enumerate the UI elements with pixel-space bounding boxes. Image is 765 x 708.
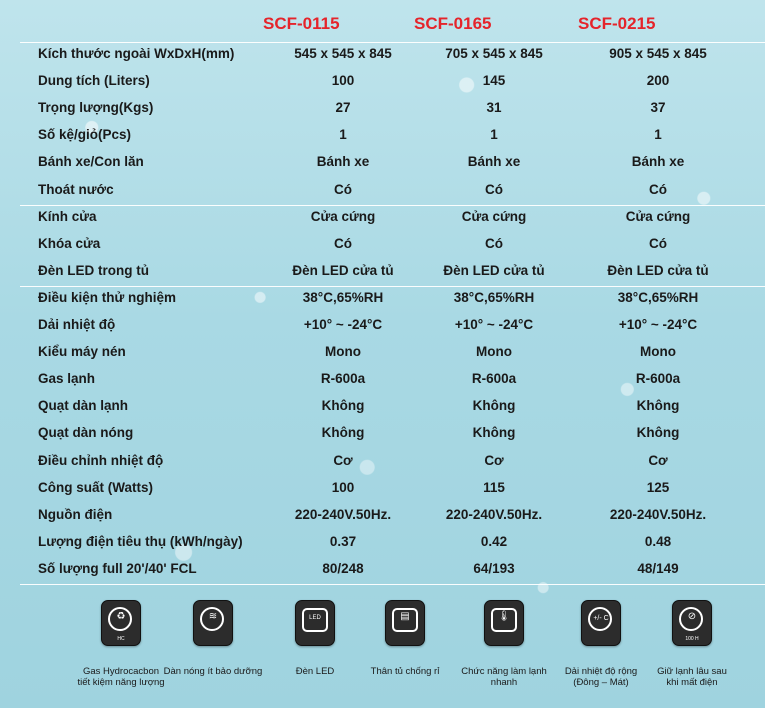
spec-value: 220-240V.50Hz. [294,506,392,522]
spec-value: Cửa cứng [625,208,691,224]
row-separator [20,584,765,585]
spec-value: Bánh xe [467,154,521,170]
spec-row [0,313,765,340]
feature-caption: Thân tủ chống rỉ [370,666,440,677]
spec-row [0,286,765,313]
spec-value: Không [321,425,365,441]
spec-value: 545 x 545 x 845 [294,46,392,61]
spec-value: Có [485,235,503,251]
feature-power-off [637,600,747,688]
spec-value: Mono [640,344,676,360]
spec-value: R-600a [471,371,517,387]
spec-value: Không [636,425,680,441]
spec-value: 100 [331,479,355,495]
feature-fast-cooling [449,600,559,688]
spec-label: Kính cửa [38,208,97,224]
spec-value: Đèn LED cửa tủ [443,262,545,278]
feature-caption: Dàn nóng ít bảo dưỡng [163,666,263,677]
spec-value: 1 [654,127,662,143]
spec-value: 705 x 545 x 845 [445,46,543,61]
spec-row [0,123,765,150]
feature-caption: Chức năng làm lạnh nhanh [461,666,547,688]
spec-label: Điều chỉnh nhiệt độ [38,452,164,468]
spec-label: Điều kiện thử nghiệm [38,289,177,305]
cabinet-icon: ▤ [385,600,425,646]
spec-row [0,557,765,584]
model-header-2: SCF-0165 [414,14,492,33]
spec-row [0,340,765,367]
recycle-icon: ♻ HC [101,600,141,646]
spec-label: Dung tích (Liters) [38,73,150,89]
spec-label: Gas lạnh [38,371,96,387]
spec-label: Quạt dàn lạnh [38,398,129,414]
spec-value: Cơ [333,452,353,468]
spec-label: Số kệ/giỏ(Pcs) [38,127,132,143]
spec-value: 200 [646,73,670,89]
spec-value: Đèn LED cửa tủ [292,262,394,278]
temperature-range-icon: +/- C [581,600,621,646]
led-icon: LED [295,600,335,646]
spec-row [0,530,765,557]
spec-value: 38°C,65%RH [453,289,535,305]
spec-label: Nguồn điện [38,506,113,522]
spec-label: Thoát nước [38,181,114,197]
spec-value: R-600a [635,371,681,387]
feature-caption: Gas Hydrocacbon tiết kiệm năng lượng [77,666,165,688]
spec-row [0,205,765,232]
model-header-1: SCF-0115 [263,14,340,33]
spec-value: 0.37 [329,533,357,549]
spec-value: +10° ~ -24°C [454,317,534,332]
spec-value: Có [485,181,503,197]
spec-value: Có [334,181,352,197]
spec-value: 1 [490,127,498,143]
feature-caption: Dải nhiệt độ rộng (Đông – Mát) [564,666,638,688]
spec-row [0,476,765,503]
feature-cabinet [350,600,460,677]
spec-row [0,232,765,259]
spec-value: 48/149 [637,560,679,576]
spec-value: 1 [339,127,347,143]
spec-label: Đèn LED trong tủ [38,262,149,278]
spec-row [0,421,765,448]
spec-label: Dải nhiệt độ [38,317,116,332]
condenser-icon: ≋ [193,600,233,646]
feature-icons [0,600,765,700]
spec-row [0,42,765,69]
spec-value: Không [472,398,516,414]
spec-row [0,503,765,530]
spec-value: 0.42 [480,533,508,549]
spec-row [0,259,765,286]
spec-value: Mono [476,344,512,360]
spec-value: Đèn LED cửa tủ [607,262,709,278]
spec-value: Có [649,181,667,197]
model-header-3: SCF-0215 [578,14,656,33]
spec-value: Cửa cứng [310,208,376,224]
spec-label: Kiểu máy nén [38,344,126,360]
power-off-icon: ⊘ 100 H [672,600,712,646]
spec-value: Có [649,235,667,251]
spec-label: Số lượng full 20'/40' FCL [38,560,197,576]
spec-value: Không [472,425,516,441]
spec-value: R-600a [320,371,366,387]
fast-cooling-icon: 🌡 [484,600,524,646]
spec-value: 905 x 545 x 845 [609,46,707,61]
spec-value: 27 [335,100,351,116]
spec-value: Cơ [648,452,668,468]
spec-value: Mono [325,344,361,360]
spec-value: 125 [646,479,670,495]
spec-row [0,96,765,123]
spec-value: Không [321,398,365,414]
feature-condenser [158,600,268,677]
spec-value: 37 [650,100,666,116]
spec-value: Bánh xe [631,154,685,170]
spec-value: 220-240V.50Hz. [609,506,707,522]
spec-value: 31 [486,100,502,116]
spec-value: Cửa cứng [461,208,527,224]
spec-label: Bánh xe/Con lăn [38,154,144,170]
spec-row [0,394,765,421]
spec-value: 38°C,65%RH [302,289,384,305]
spec-value: 0.48 [644,533,672,549]
spec-value: 100 [331,73,355,89]
spec-value: Có [334,235,352,251]
spec-value: Bánh xe [316,154,370,170]
spec-row [0,150,765,177]
spec-row [0,178,765,205]
spec-row [0,367,765,394]
spec-value: Không [636,398,680,414]
spec-value: 80/248 [322,560,364,576]
spec-label: Quạt dàn nóng [38,425,134,441]
spec-value: +10° ~ -24°C [303,317,383,332]
feature-caption: Giữ lạnh lâu sau khi mất điện [657,666,727,688]
spec-value: 64/193 [473,560,515,576]
spec-label: Trọng lượng(Kgs) [38,100,154,116]
spec-row [0,69,765,96]
feature-caption: Đèn LED [295,666,335,677]
spec-label: Kích thước ngoài WxDxH(mm) [38,46,235,61]
spec-value: 145 [482,73,506,89]
spec-value: +10° ~ -24°C [618,317,698,332]
spec-value: 38°C,65%RH [617,289,699,305]
spec-row [0,449,765,476]
spec-label: Khóa cửa [38,235,101,251]
spec-label: Công suất (Watts) [38,479,153,495]
spec-value: 220-240V.50Hz. [445,506,543,522]
spec-label: Lượng điện tiêu thụ (kWh/ngày) [38,533,243,549]
spec-value: Cơ [484,452,504,468]
spec-value: 115 [483,479,505,495]
